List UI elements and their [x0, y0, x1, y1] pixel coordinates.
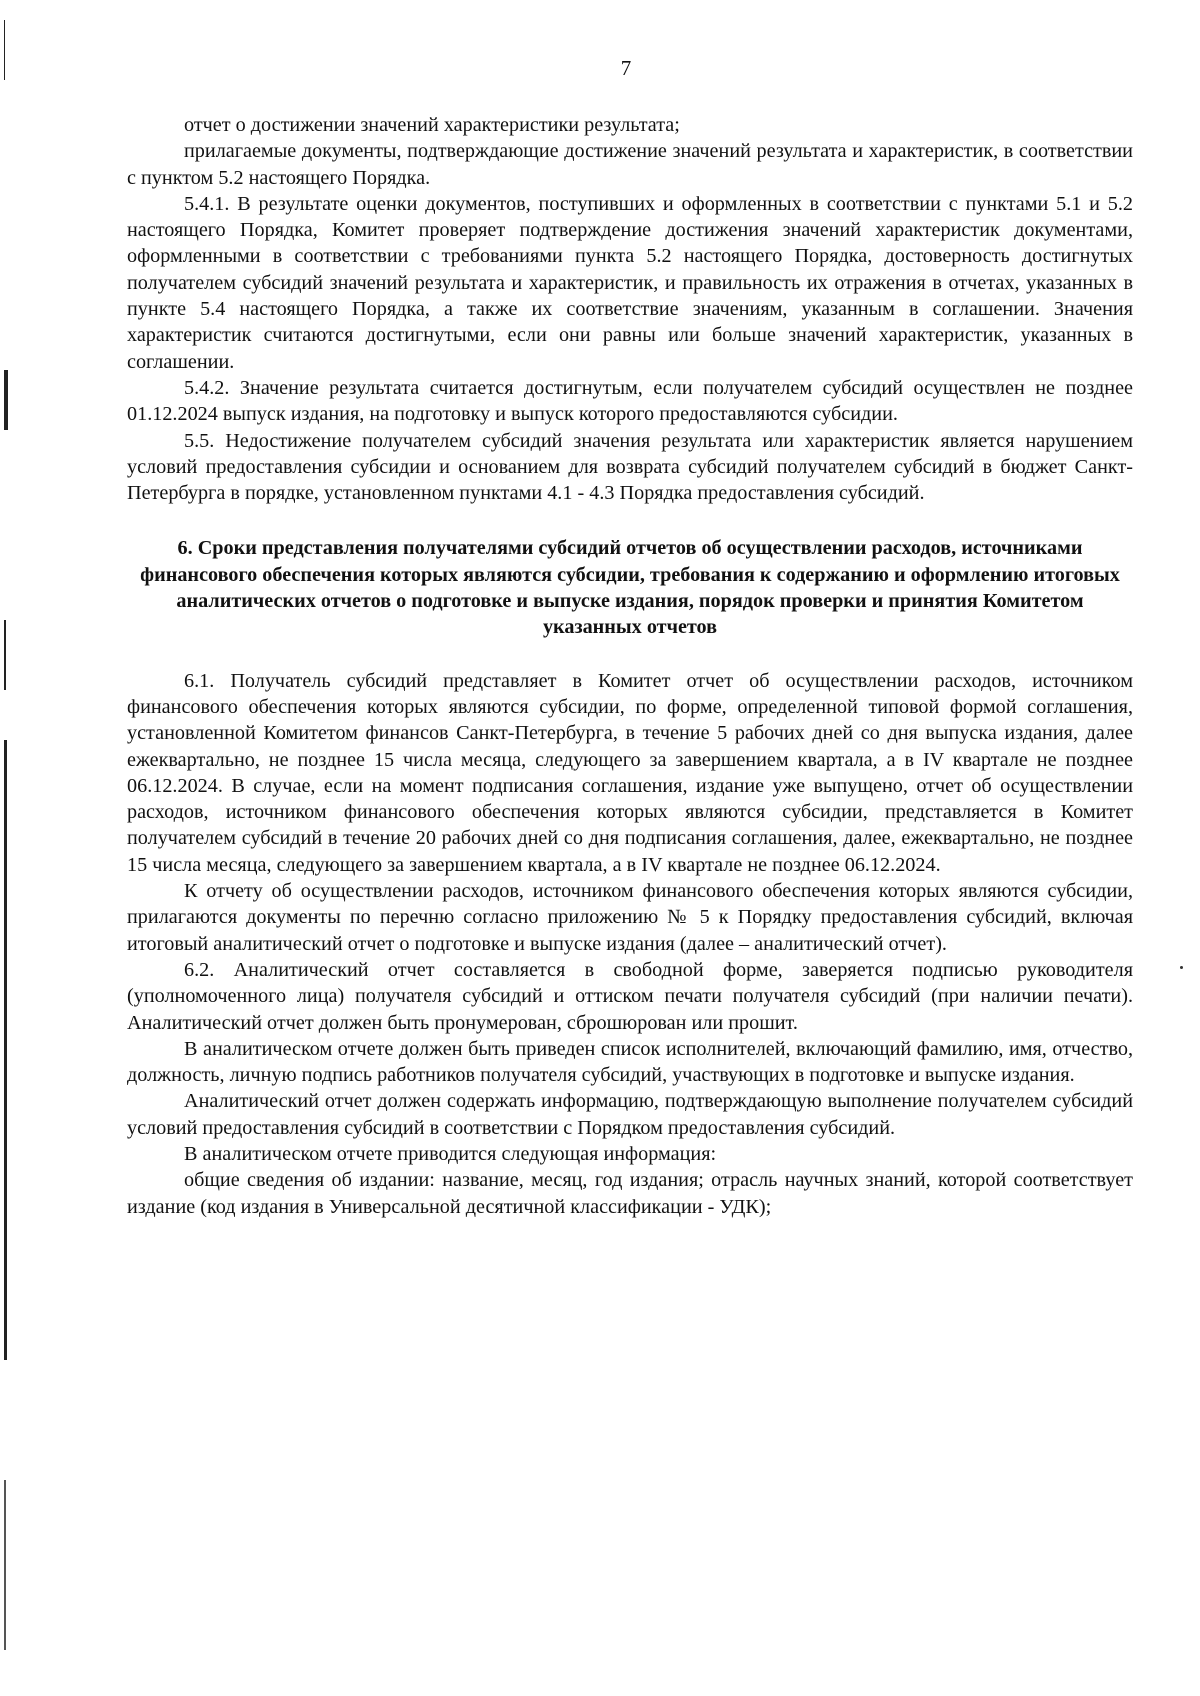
paragraph: 5.4.2. Значение результата считается достигнутым, если получателем субсидий осуществлен не позднее 01.12.2024 выпуск издания, на подготовку и выпуск которого предоставляются субсидии.: [127, 376, 1133, 426]
paragraph: В аналитическом отчете приводится следующая информация:: [184, 1142, 717, 1165]
paragraph: 6.1. Получатель субсидий представляет в Комитет отчет об осуществлении расходов, источником финансового обеспечения которых являются субсидии, по форме, определенной типовой формой соглашения, установленной Комитетом финансов Санкт-Петербурга, в течение 5 рабочих дней со дня выпуска издания, далее ежеквартально, не позднее 15 числа месяца, следующего за завершением квартала, а в IV квартале не позднее 06.12.2024. В случае, если на момент подписания соглашения, издание уже выпущено, отчет об осуществлении расходов, источником финансового обеспечения которых являются субсидии, представляется в Комитет получателем субсидий в течение 20 рабочих дней со дня подписания соглашения, далее, ежеквартально, не позднее 15 числа месяца, следующего за завершением квартала, а в IV квартале не позднее 06.12.2024.: [127, 669, 1133, 876]
paragraph: К отчету об осуществлении расходов, источником финансового обеспечения которых являются субсидии, прилагаются документы по перечню согласно приложению № 5 к Порядку предоставления субсидий, включая итоговый аналитический отчет о подготовке и выпуске издания (далее – аналитический отчет).: [127, 880, 1133, 955]
paragraph: 5.4.1. В результате оценки документов, поступивших и оформленных в соответствии с пунктами 5.1 и 5.2 настоящего Порядка, Комитет проверяет подтверждение достижения значений характеристик документами, оформленными в соответствии с требованиями пункта 5.2 настоящего Порядка, достоверность достигнутых получателем субсидий значений результата и характеристик, и правильность их отражения в отчетах, указанных в пункте 5.4 настоящего Порядка, а также их соответствие значениям, указанным в соглашении. Значения характеристик считаются достигнутыми, если они равны или больше значений характеристик, указанных в соглашении.: [127, 192, 1133, 373]
scan-edge-mark: [4, 1480, 6, 1650]
scan-edge-mark: [4, 620, 6, 690]
scan-speck: [1180, 966, 1183, 969]
document-body: [127, 112, 1133, 1220]
paragraph: 5.5. Недостижение получателем субсидий значения результата или характеристик является нарушением условий предоставления субсидии и основанием для возврата субсидий получателем субсидий в бюджет Санкт-Петербурга в порядке, установленном пунктами 4.1 - 4.3 Порядка предоставления субсидий.: [127, 429, 1133, 505]
paragraph: Аналитический отчет должен содержать информацию, подтверждающую выполнение получателем субсидий условий предоставления субсидий в соответствии с Порядком предоставления субсидий.: [127, 1090, 1133, 1139]
scan-edge-mark: [4, 370, 8, 430]
paragraph: прилагаемые документы, подтверждающие достижение значений результата и характеристик, в соответствии с пунктом 5.2 настоящего Порядка.: [127, 140, 1133, 189]
paragraph: общие сведения об издании: название, месяц, год издания; отрасль научных знаний, которой соответствует издание (код издания в Универсальной десятичной классификации - УДК);: [127, 1169, 1133, 1218]
scan-edge-mark: [4, 740, 7, 1360]
paragraph: В аналитическом отчете должен быть приведен список исполнителей, включающий фамилию, имя, отчество, должность, личную подпись работников получателя субсидий, участвующих в подготовке и выпуске издания.: [127, 1037, 1133, 1087]
paragraph: отчет о достижении значений характеристики результата;: [184, 114, 680, 136]
section-heading: 6. Сроки представления получателями субсидий отчетов об осуществлении расходов, источниками финансового обеспечения которых являются субсидии, требования к содержанию и оформлению итоговых аналитических отчетов о подготовке и выпуске издания, порядок проверки и принятия Комитетом указанных отчетов: [140, 537, 1120, 639]
paragraph: 6.2. Аналитический отчет составляется в свободной форме, заверяется подписью руководителя (уполномоченного лица) получателя субсидий и оттиском печати получателя субсидий (при наличии печати). Аналитический отчет должен быть пронумерован, сброшюрован или прошит.: [127, 958, 1133, 1034]
page-number: 7: [620, 56, 632, 80]
